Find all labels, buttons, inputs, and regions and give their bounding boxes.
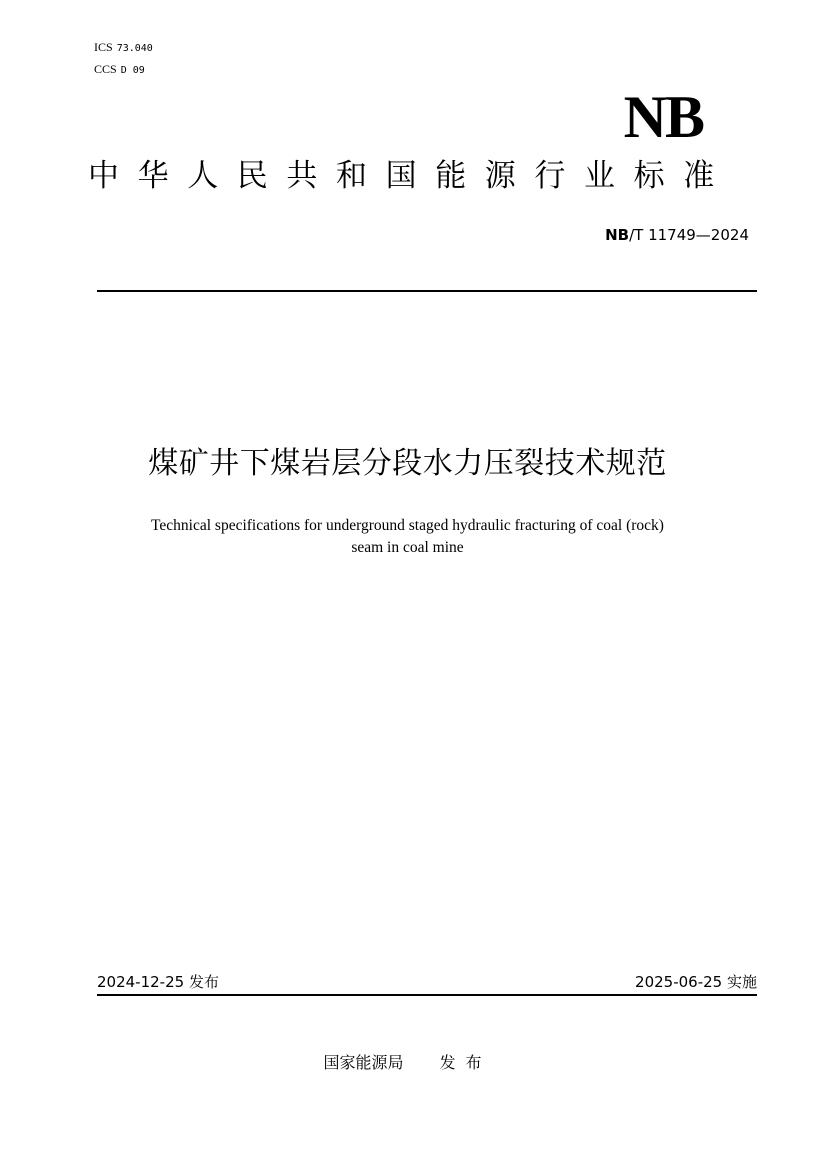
ics-classification (94, 40, 153, 56)
ics-code: 73.040 (116, 43, 153, 54)
issuer (0, 1052, 815, 1074)
standard-number (605, 225, 749, 245)
bottom-divider (97, 994, 757, 996)
top-divider (97, 290, 757, 292)
issuer-name: 国家能源局 (323, 1053, 404, 1072)
ccs-label: CCS (94, 62, 117, 76)
document-title: 煤矿井下煤岩层分段水力压裂技术规范 (148, 446, 667, 481)
ccs-classification (94, 62, 145, 78)
issuer-action: 发布 (439, 1053, 492, 1072)
english-title-line1: Technical specifications for underground staged hydraulic fracturing of coal (rock) (151, 517, 664, 534)
english-title-line2: seam in coal mine (351, 539, 464, 556)
english-title (0, 515, 815, 559)
standard-prefix: NB (605, 226, 630, 244)
standard-number-rest: /T 11749—2024 (629, 226, 749, 244)
ics-label: ICS (94, 40, 113, 54)
standard-category: 中华人民共和国能源行业标准 (88, 158, 733, 194)
issue-date: 2024-12-25 发布 (97, 973, 219, 991)
implementation-date: 2025-06-25 实施 (635, 973, 757, 991)
ccs-code: D 09 (120, 65, 145, 76)
nb-logo: NB (623, 84, 703, 150)
